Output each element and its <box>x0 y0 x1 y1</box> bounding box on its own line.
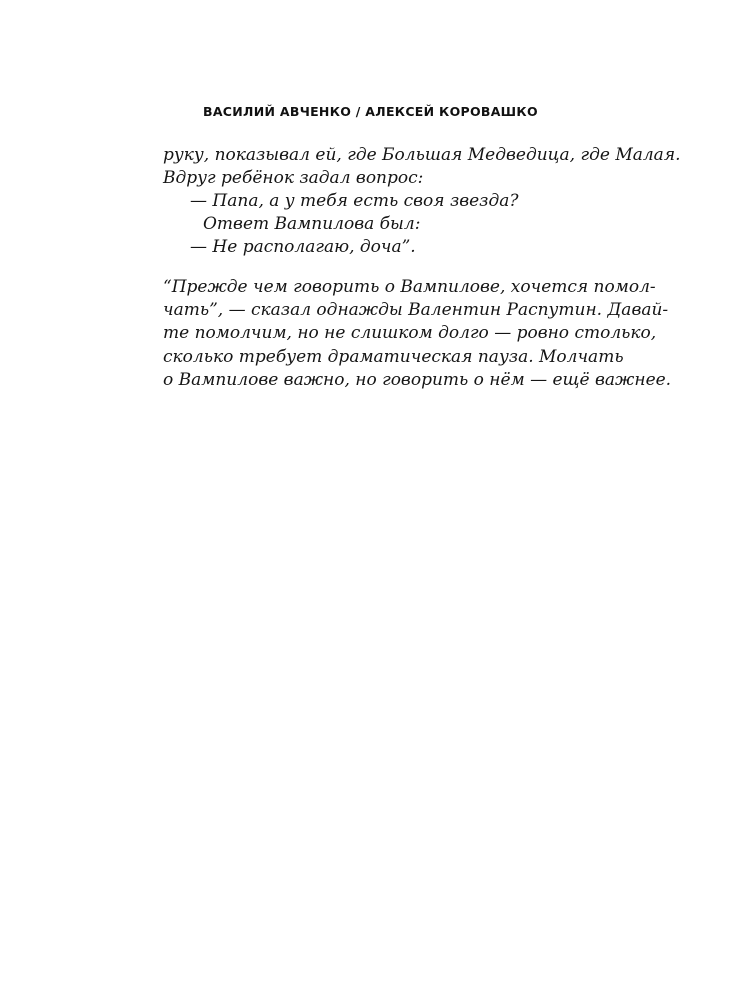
dialogue-line: — Не располагаю, доча”. <box>190 237 416 257</box>
dialogue-line: — Папа, а у тебя есть своя звезда? <box>190 191 519 211</box>
text-line: руку, показывал ей, где Большая Медведица, где Малая. <box>163 145 681 165</box>
text-line: “Прежде чем говорить о Вампилове, хочется помол- <box>163 277 656 297</box>
text-line: о Вампилове важно, но говорить о нём — ещё важнее. <box>163 370 672 390</box>
text-line: сколько требует драматическая пауза. Молчать <box>163 347 624 367</box>
running-header: ВАСИЛИЙ АВЧЕНКО / АЛЕКСЕЙ КОРОВАШКО <box>203 104 538 119</box>
text-line: чать”, — сказал однажды Валентин Распутин. Давай- <box>163 300 669 320</box>
text-line: Вдруг ребёнок задал вопрос: <box>163 168 424 188</box>
text-line: те помолчим, но не слишком долго — ровно столько, <box>163 323 657 343</box>
text-line: Ответ Вампилова был: <box>203 214 421 234</box>
